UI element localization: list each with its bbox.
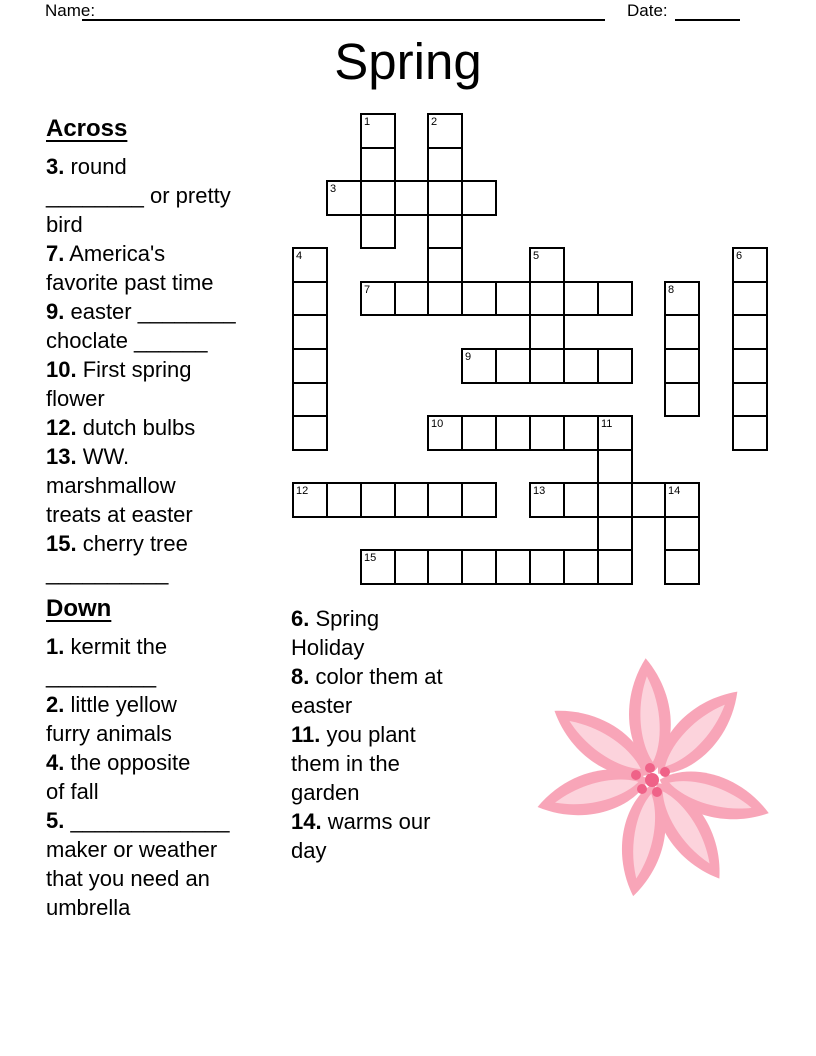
clue-line: 4. the opposite [46, 750, 191, 775]
crossword-cell [563, 281, 599, 316]
cell-number: 13 [533, 485, 546, 497]
crossword-cell [664, 281, 700, 316]
crossword-cell [461, 482, 497, 518]
clue-number: 14. [291, 809, 322, 834]
crossword-cell [360, 214, 396, 249]
crossword-cell [495, 348, 531, 384]
crossword-cell [732, 348, 768, 384]
clue-9 [46, 297, 282, 355]
flower-center-dot [645, 763, 655, 773]
crossword-cell [529, 482, 565, 518]
clue-line: 10. First spring [46, 357, 192, 382]
clue-line: treats at easter [46, 502, 193, 527]
clue-line: 8. color them at [291, 664, 443, 689]
clue-5 [46, 806, 282, 922]
crossword-cell [563, 549, 599, 585]
clue-line: 7. America's [46, 241, 166, 266]
clue-line: 3. round [46, 154, 127, 179]
across-clues-list [46, 152, 282, 587]
crossword-cell [427, 214, 463, 249]
clue-1 [46, 632, 282, 690]
clue-2 [46, 690, 282, 748]
crossword-cell [292, 247, 328, 283]
crossword-cell [461, 180, 497, 216]
flower-center-dot [660, 767, 670, 777]
clues-column-left [46, 114, 282, 922]
crossword-cell [597, 449, 633, 484]
cell-number: 15 [364, 552, 377, 564]
clue-line: 14. warms our [291, 809, 431, 834]
clue-number: 15. [46, 531, 77, 556]
crossword-cell [529, 281, 565, 316]
clue-line: garden [291, 780, 360, 805]
crossword-cell [732, 415, 768, 451]
page-title: Spring [334, 33, 482, 90]
crossword-cell [664, 382, 700, 417]
clue-line: furry animals [46, 721, 172, 746]
clue-number: 12. [46, 415, 77, 440]
crossword-cell [360, 180, 396, 216]
across-heading: Across [46, 115, 128, 142]
date-blank-line [675, 2, 740, 21]
name-label: Name: [45, 1, 96, 20]
cell-number: 2 [431, 116, 438, 128]
crossword-cell [427, 147, 463, 182]
crossword-cell [597, 415, 633, 451]
crossword-cell [597, 549, 633, 585]
crossword-cell [427, 415, 463, 451]
clue-line: 13. WW. [46, 444, 130, 469]
crossword-cell [427, 281, 463, 316]
crossword-cell [664, 516, 700, 551]
clue-line: maker or weather [46, 837, 218, 862]
flower-center-dot [637, 784, 647, 794]
crossword-cell [529, 415, 565, 451]
crossword-cell [495, 549, 531, 585]
clue-line: 15. cherry tree [46, 531, 188, 556]
crossword-cell [292, 482, 328, 518]
clue-line: them in the [291, 751, 400, 776]
crossword-cell [563, 348, 599, 384]
clue-line: that you need an [46, 866, 210, 891]
crossword-cell [461, 281, 497, 316]
clue-13 [46, 442, 282, 529]
crossword-cell [461, 549, 497, 585]
clue-number: 8. [291, 664, 310, 689]
crossword-cell [495, 415, 531, 451]
crossword-cell [427, 113, 463, 149]
crossword-cell [732, 281, 768, 316]
crossword-cell [427, 247, 463, 283]
cell-number: 5 [533, 250, 540, 262]
clue-15 [46, 529, 282, 587]
cell-number: 3 [330, 183, 337, 195]
flower-center-dot [631, 770, 641, 780]
crossword-cell [563, 415, 599, 451]
cell-number: 8 [668, 284, 675, 296]
crossword-cell [664, 314, 700, 350]
cell-number: 14 [668, 485, 681, 497]
crossword-cell [461, 348, 497, 384]
clue-line: 9. easter ________ [46, 299, 236, 324]
crossword-cell [461, 415, 497, 451]
crossword-cell [631, 482, 666, 518]
crossword-cell [292, 382, 328, 417]
clue-line: marshmallow [46, 473, 176, 498]
clue-6 [291, 604, 509, 662]
crossword-cell [394, 549, 429, 585]
crossword-cell [732, 314, 768, 350]
crossword-cell [732, 247, 768, 283]
crossword-cell [427, 482, 463, 518]
down-heading: Down [46, 595, 112, 622]
crossword-cell [360, 113, 396, 149]
cell-number: 12 [296, 485, 309, 497]
clue-number: 2. [46, 692, 65, 717]
clue-number: 10. [46, 357, 77, 382]
name-blank-line [82, 2, 605, 21]
cell-number: 10 [431, 418, 444, 430]
cell-number: 7 [364, 284, 371, 296]
clue-line: choclate ______ [46, 328, 208, 353]
crossword-cell [394, 281, 429, 316]
clue-3 [46, 152, 282, 239]
clue-14 [291, 807, 509, 865]
crossword-cell [360, 281, 396, 316]
crossword-cell [563, 482, 599, 518]
cell-number: 6 [736, 250, 743, 262]
clue-line: 11. you plant [291, 722, 416, 747]
crossword-cell [326, 482, 362, 518]
clue-line: 5. _____________ [46, 808, 230, 833]
crossword-cell [732, 382, 768, 417]
crossword-cell [427, 549, 463, 585]
clue-number: 6. [291, 606, 310, 631]
clue-line: ________ or pretty [46, 183, 231, 208]
clue-12 [46, 413, 282, 442]
clue-number: 4. [46, 750, 65, 775]
clue-line: favorite past time [46, 270, 214, 295]
crossword-cell [360, 147, 396, 182]
clue-number: 7. [46, 241, 65, 266]
crossword-cell [394, 482, 429, 518]
crossword-cell [664, 482, 700, 518]
clue-line: Holiday [291, 635, 365, 660]
clue-number: 3. [46, 154, 65, 179]
clue-line: 6. Spring [291, 606, 380, 631]
crossword-cell [292, 348, 328, 384]
crossword-cell [529, 247, 565, 283]
crossword-cell [360, 482, 396, 518]
clue-line: easter [291, 693, 353, 718]
clue-line: 1. kermit the [46, 634, 168, 659]
crossword-cell [292, 314, 328, 350]
crossword-cell [529, 314, 565, 350]
crossword-cell [394, 180, 429, 216]
clue-7 [46, 239, 282, 297]
crossword-cell [597, 281, 633, 316]
crossword-cell [529, 549, 565, 585]
cell-number: 1 [364, 116, 371, 128]
clue-number: 5. [46, 808, 65, 833]
clue-line: umbrella [46, 895, 131, 920]
clue-4 [46, 748, 282, 806]
clue-line: __________ [46, 560, 169, 585]
clue-number: 13. [46, 444, 77, 469]
crossword-cell [529, 348, 565, 384]
crossword-cell [326, 180, 362, 216]
crossword-cell [427, 180, 463, 216]
clue-line: 12. dutch bulbs [46, 415, 196, 440]
cell-number: 4 [296, 250, 303, 262]
down-clues-list-2 [291, 604, 509, 865]
clue-11 [291, 720, 509, 807]
crossword-cell [495, 281, 531, 316]
crossword-cell [597, 482, 633, 518]
crossword-cell [664, 549, 700, 585]
crossword-cell [597, 516, 633, 551]
crossword-cell [292, 415, 328, 451]
date-label: Date: [627, 1, 668, 20]
clue-line: _________ [46, 663, 157, 688]
crossword-cell [664, 348, 700, 384]
crossword-cell [360, 549, 396, 585]
crossword-cell [292, 281, 328, 316]
clue-line: 2. little yellow [46, 692, 177, 717]
cell-number: 9 [465, 351, 472, 363]
clue-line: day [291, 838, 327, 863]
clue-line: of fall [46, 779, 99, 804]
clue-number: 9. [46, 299, 65, 324]
down-clues-list-1 [46, 632, 282, 922]
clue-8 [291, 662, 509, 720]
flower-center-dot [645, 773, 659, 787]
clue-line: flower [46, 386, 105, 411]
clue-number: 1. [46, 634, 65, 659]
cell-number: 11 [601, 418, 613, 430]
clue-10 [46, 355, 282, 413]
clue-number: 11. [291, 722, 321, 747]
clue-line: bird [46, 212, 83, 237]
flower-icon [528, 652, 780, 904]
flower-center-dot [652, 787, 662, 797]
crossword-cell [597, 348, 633, 384]
